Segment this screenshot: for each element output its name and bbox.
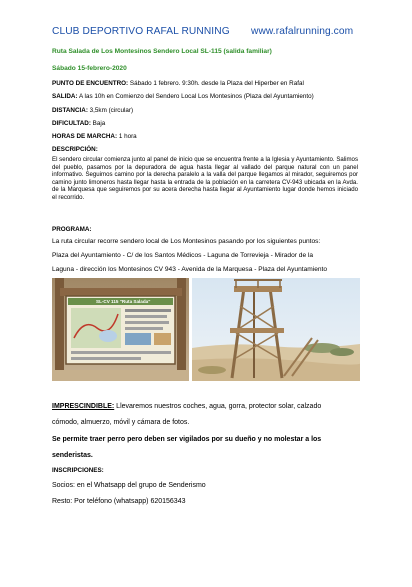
hours-value: 1 hora <box>117 133 137 140</box>
program-label: PROGRAMA: <box>52 226 92 233</box>
inscriptions-others: Resto: Por teléfono (whatsapp) 620156343 <box>52 498 186 505</box>
required-label: IMPRESCINDIBLE: <box>52 403 115 410</box>
difficulty-info <box>52 120 105 127</box>
club-name: CLUB DEPORTIVO RAFAL RUNNING <box>52 26 230 37</box>
distance-label: DISTANCIA: <box>52 107 88 114</box>
tower-photo-graphic <box>192 278 360 381</box>
required-text-1: Llevaremos nuestros coches, agua, gorra, protector solar, calzado <box>114 403 322 410</box>
inscriptions-label: INSCRIPCIONES: <box>52 467 104 474</box>
exit-info <box>52 93 314 100</box>
sign-photo-graphic <box>52 278 189 381</box>
dogs-note-line-2: senderistas. <box>52 452 93 459</box>
route-date: Sábado 15-febrero-2020 <box>52 65 127 72</box>
hours-label: HORAS DE MARCHA: <box>52 133 118 140</box>
required-line-1 <box>52 403 321 410</box>
route-title: Ruta Salada de Los Montesinos Sendero Local SL-115 (salida familiar) <box>52 48 272 55</box>
description-text: El sendero circular comienza junto al panel de inicio que se encuentra frente a la Iglesia y Ayuntamiento. Salimos del pueblo, pasamos por la depuradora de agua hasta llegar al vallado del parque natural con un panel informativo. Seguimos camino por la derecha paralelo a la valla del parque llegamos al mirador, seguiremos por camino junto limoneros hasta llegar hasta la entrada de la población en la carretera CV-943 ubicada en la Avda. de la Marquesa que seguiremos por su acera derecha hasta llegar al Ayuntamiento lugar donde hemos iniciado el recorrido. <box>52 156 358 201</box>
hours-info <box>52 133 137 140</box>
sign-photo <box>52 278 189 381</box>
meeting-label: PUNTO DE ENCUENTRO: <box>52 80 129 87</box>
sign-title: SL-CV 115 "Ruta Salada" <box>96 299 151 304</box>
distance-value: 3,5km (circular) <box>87 107 134 114</box>
club-website[interactable]: www.rafalrunning.com <box>251 26 354 37</box>
description-label: DESCRIPCIÓN: <box>52 146 98 153</box>
dogs-note-line-1: Se permite traer perro pero deben ser vigilados por su dueño y no molestar a los <box>52 436 322 443</box>
program-intro: La ruta circular recorre sendero local de Los Montesinos pasando por los siguientes puntos: <box>52 238 321 245</box>
difficulty-label: DIFICULTAD: <box>52 120 91 127</box>
distance-info <box>52 107 133 114</box>
program-route-line-1: Plaza del Ayuntamiento - C/ de los Santos Médicos - Laguna de Torrevieja - Mirador de la <box>52 252 314 259</box>
meeting-point <box>52 80 304 87</box>
difficulty-value: Baja <box>90 120 106 127</box>
meeting-value: Sábado 1 febrero. 9:30h. desde la Plaza del Hiperber en Rafal <box>128 80 304 87</box>
exit-value: A las 10h en Comienzo del Sendero Local Los Montesinos (Plaza del Ayuntamiento) <box>77 93 314 100</box>
inscriptions-members: Socios: en el Whatsapp del grupo de Senderismo <box>52 482 206 489</box>
required-line-2: cómodo, almuerzo, móvil y cámara de fotos. <box>52 419 190 426</box>
program-route-line-2: Laguna - dirección los Montesinos CV 943 - Avenida de la Marquesa - Plaza del Ayuntamiento <box>52 266 328 273</box>
tower-photo <box>192 278 360 381</box>
exit-label: SALIDA: <box>52 93 78 100</box>
